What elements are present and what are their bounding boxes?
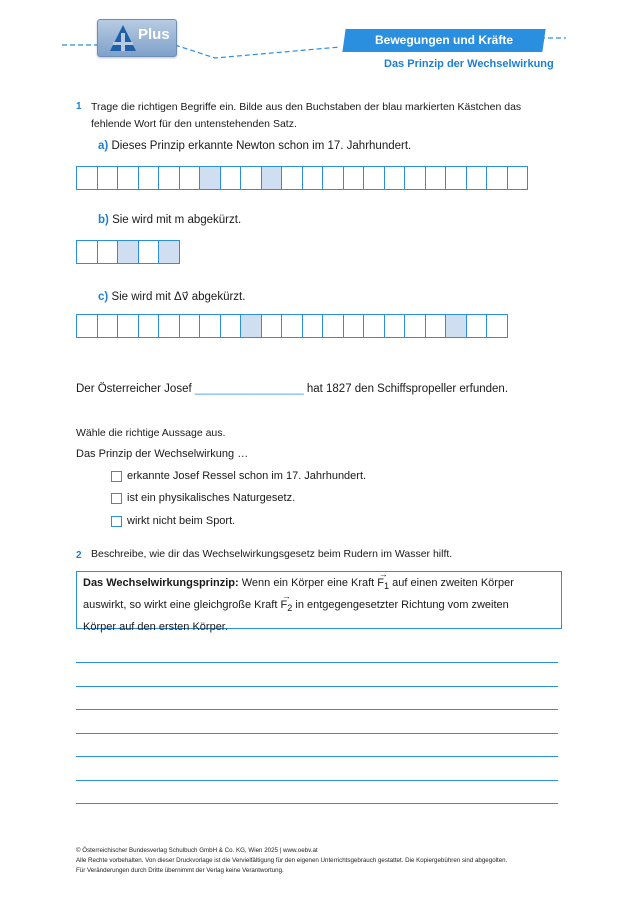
letter-box[interactable] xyxy=(343,314,365,338)
letter-box[interactable] xyxy=(179,314,201,338)
letter-box[interactable] xyxy=(384,166,406,190)
letter-box[interactable] xyxy=(445,166,467,190)
answer-grid-a[interactable] xyxy=(76,166,528,190)
force-vector-f2: → $F_2$ xyxy=(280,596,292,618)
letter-box[interactable] xyxy=(97,240,119,264)
letter-box[interactable] xyxy=(507,166,529,190)
letter-box[interactable] xyxy=(76,314,98,338)
option-2[interactable]: ist ein physikalisches Naturgesetz. xyxy=(111,492,295,504)
letter-box-marked[interactable] xyxy=(240,314,262,338)
letter-box[interactable] xyxy=(363,166,385,190)
letter-box[interactable] xyxy=(486,166,508,190)
letter-box[interactable] xyxy=(199,314,221,338)
letter-box[interactable] xyxy=(425,166,447,190)
task-instruction: Beschreibe, wie dir das Wechselwirkungsgesetz beim Rudern im Wasser hilft. xyxy=(91,548,453,560)
letter-box[interactable] xyxy=(261,314,283,338)
question-c: c) Sie wird mit Δv⃗ abgekürzt. xyxy=(98,291,246,303)
letter-box[interactable] xyxy=(76,240,98,264)
answer-line[interactable] xyxy=(76,780,558,781)
letter-box[interactable] xyxy=(97,166,119,190)
question-b: b) Sie wird mit m abgekürzt. xyxy=(98,214,242,226)
checkbox[interactable] xyxy=(111,516,122,527)
letter-box[interactable] xyxy=(322,314,344,338)
letter-box[interactable] xyxy=(281,166,303,190)
logo-text: Plus xyxy=(138,26,170,43)
letter-box[interactable] xyxy=(138,240,160,264)
answer-line[interactable] xyxy=(76,686,558,687)
letter-box[interactable] xyxy=(466,314,488,338)
letter-box[interactable] xyxy=(404,166,426,190)
letter-box[interactable] xyxy=(486,314,508,338)
letter-box[interactable] xyxy=(322,166,344,190)
letter-box-marked[interactable] xyxy=(199,166,221,190)
letter-box[interactable] xyxy=(425,314,447,338)
triangle-logo-icon xyxy=(108,23,138,53)
checkbox[interactable] xyxy=(111,493,122,504)
choose-lead: Das Prinzip der Wechselwirkung … xyxy=(76,448,249,460)
letter-box[interactable] xyxy=(466,166,488,190)
letter-box[interactable] xyxy=(97,314,119,338)
task-instruction: Trage die richtigen Begriffe ein. Bilde aus den Buchstaben der blau markierten Kästchen das fehlende Wort für den untenstehenden Satz. xyxy=(91,101,522,130)
letter-box[interactable] xyxy=(220,314,242,338)
fill-sentence: Der Österreicher Josef _________________ hat 1827 den Schiffspropeller erfunden. xyxy=(76,383,509,395)
section-subtitle: Das Prinzip der Wechselwirkung xyxy=(384,58,554,70)
letter-box-marked[interactable] xyxy=(117,240,139,264)
section-title: Bewegungen und Kräfte xyxy=(342,29,545,52)
letter-box[interactable] xyxy=(76,166,98,190)
letter-box[interactable] xyxy=(281,314,303,338)
letter-box[interactable] xyxy=(158,314,180,338)
letter-box[interactable] xyxy=(117,314,139,338)
letter-box[interactable] xyxy=(117,166,139,190)
letter-box[interactable] xyxy=(302,314,324,338)
footer: © Österreichischer Bundesverlag Schulbuch GmbH & Co. KG, Wien 2025 | www.oebv.at Alle Rechte vorbehalten. Von dieser Druckvorlage ist die Vervielfältigung für den eigenen Unterrichtsgebrauch gestattet. Die Kopiergebühren sind abgegolten. Für Veränderungen durch Dritte übernimmt der Verlag keine Verantwortung. xyxy=(76,847,508,874)
answer-grid-b[interactable] xyxy=(76,240,180,264)
letter-box[interactable] xyxy=(343,166,365,190)
letter-box[interactable] xyxy=(363,314,385,338)
letter-box[interactable] xyxy=(220,166,242,190)
info-box: Das Wechselwirkungsprinzip: Wenn ein Körper eine Kraft → $F_1$ auf einen zweiten Körper auswirkt, so wirkt eine gleichgroße Kraft → $F_2$ in entgegengesetzter Richtung vom zweiten Körper auf den ersten Körper. xyxy=(76,571,562,629)
plus-logo xyxy=(97,19,177,57)
letter-box[interactable] xyxy=(138,166,160,190)
letter-box[interactable] xyxy=(384,314,406,338)
letter-box-marked[interactable] xyxy=(445,314,467,338)
letter-box[interactable] xyxy=(179,166,201,190)
choose-instruction: Wähle die richtige Aussage aus. xyxy=(76,427,226,439)
force-vector-f1: → $F_1$ xyxy=(377,574,389,596)
answer-line[interactable] xyxy=(76,709,558,710)
answer-grid-c[interactable] xyxy=(76,314,508,338)
checkbox[interactable] xyxy=(111,471,122,482)
answer-line[interactable] xyxy=(76,803,558,804)
answer-line[interactable] xyxy=(76,662,558,663)
blank-field[interactable]: _________________ xyxy=(194,383,304,395)
task-number: 2 xyxy=(76,550,82,561)
letter-box-marked[interactable] xyxy=(261,166,283,190)
task-number: 1 xyxy=(76,101,82,112)
letter-box[interactable] xyxy=(138,314,160,338)
letter-box[interactable] xyxy=(158,166,180,190)
letter-box-marked[interactable] xyxy=(158,240,180,264)
answer-line[interactable] xyxy=(76,733,558,734)
letter-box[interactable] xyxy=(404,314,426,338)
letter-box[interactable] xyxy=(240,166,262,190)
answer-line[interactable] xyxy=(76,756,558,757)
option-3[interactable]: wirkt nicht beim Sport. xyxy=(111,515,235,527)
option-1[interactable]: erkannte Josef Ressel schon im 17. Jahrhundert. xyxy=(111,470,366,482)
letter-box[interactable] xyxy=(302,166,324,190)
question-a: a) Dieses Prinzip erkannte Newton schon im 17. Jahrhundert. xyxy=(98,140,412,152)
